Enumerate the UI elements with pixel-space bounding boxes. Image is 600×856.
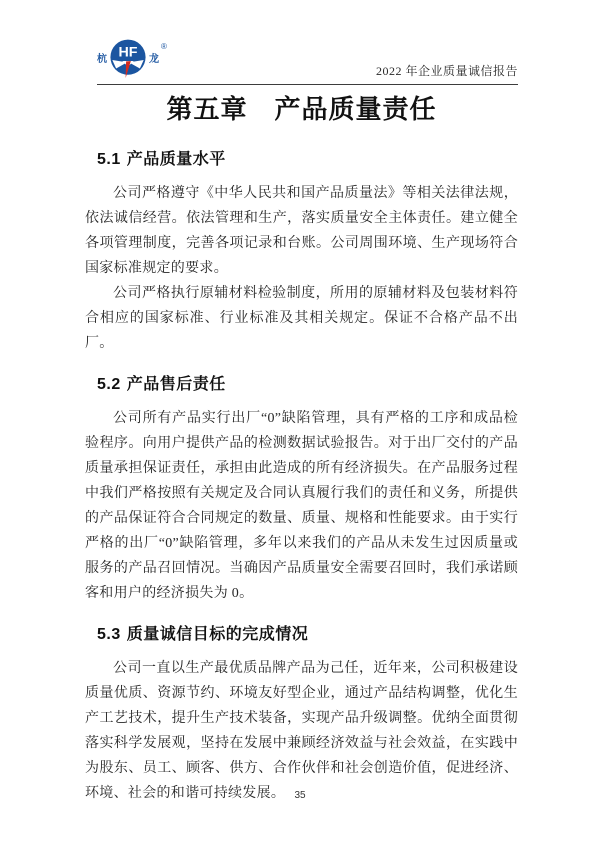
chapter-title: 第五章 产品质量责任 <box>166 95 437 124</box>
section-heading-5-3 <box>97 624 518 646</box>
logo-hf-icon <box>109 39 147 81</box>
page-header <box>97 0 518 85</box>
section-number: 5.3 <box>97 626 121 643</box>
section-number: 5.2 <box>97 376 121 393</box>
logo-left-char: 杭 <box>97 54 107 65</box>
paragraph: 公司严格执行原辅材料检验制度，所用的原辅材料及包装材料符合相应的国家标准、行业标准及其相关规定。保证不合格产品不出厂。 <box>85 286 518 351</box>
company-logo <box>97 39 167 81</box>
section-heading-5-2 <box>97 374 518 396</box>
page-content <box>85 0 518 806</box>
section-title: 产品质量水平 <box>126 151 226 168</box>
svg-text:HF: HF <box>118 44 138 61</box>
section-heading-5-1 <box>97 149 518 171</box>
paragraph: 公司严格遵守《中华人民共和国产品质量法》等相关法律法规，依法诚信经营。依法管理和生产，落实质量安全主体责任。建立健全各项管理制度，完善各项记录和台账。公司周围环境、生产现场符合国家标准规定的要求。 <box>85 186 518 276</box>
paragraph: 公司一直以生产最优质品牌产品为己任，近年来，公司积极建设质量优质、资源节约、环境友好型企业，通过产品结构调整，优化生产工艺技术，提升生产技术装备，实现产品升级调整。优纳全面贯彻落实科学发展观，坚持在发展中兼顾经济效益与社会效益，在实践中为股东、员工、顾客、供方、合作伙伴和社会创造价值，促进经济、环境、社会的和谐可持续发展。 <box>85 661 518 801</box>
paragraph: 公司所有产品实行出厂“0”缺陷管理，具有严格的工序和成品检验程序。向用户提供产品的检测数据试验报告。对于出厂交付的产品质量承担保证责任，承担由此造成的所有经济损失。在产品服务过程中我们严格按照有关规定及合同认真履行我们的责任和义务，所提供的产品保证符合合同规定的数量、质量、规格和性能要求。由于实行严格的出厂“0”缺陷管理，多年以来我们的产品从未发生过因质量或服务的产品召回情况。当确因产品质量安全需要召回时，我们承诺顾客和用户的经济损失为 0。 <box>85 411 518 601</box>
registered-trademark-icon: ® <box>161 41 167 51</box>
logo-right-char: 龙 <box>149 54 159 65</box>
section-number: 5.1 <box>97 151 121 168</box>
section-title: 质量诚信目标的完成情况 <box>126 626 309 643</box>
page-number: 35 <box>294 790 306 801</box>
report-title: 2022 年企业质量诚信报告 <box>375 64 518 78</box>
section-title: 产品售后责任 <box>126 376 226 393</box>
